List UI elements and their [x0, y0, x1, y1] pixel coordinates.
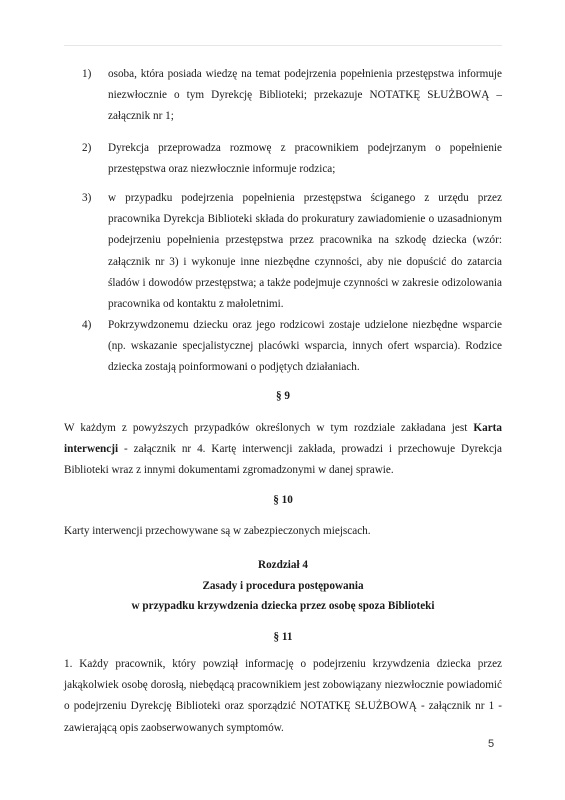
- section-9-text-after: - załącznik nr 4. Kartę interwencji zakłada, prowadzi i przechowuje Dyrekcja Biblioteki wraz z innymi dokumentami zgromadzonymi w danej sprawie.: [64, 443, 502, 477]
- section-9-text-before: W każdym z powyższych przypadków określonych w tym rozdziale zakładana jest: [64, 422, 474, 434]
- section-10-heading: § 10: [273, 494, 293, 506]
- list-item-2: [82, 138, 502, 180]
- list-number: 4): [82, 319, 92, 331]
- list-number: 2): [82, 142, 92, 154]
- section-9-heading: § 9: [276, 390, 290, 402]
- header-rule: [64, 45, 502, 46]
- list-text: Pokrzywdzonemu dziecku oraz jego rodzicowi zostaje udzielone niezbędne wsparcie (np. wskazanie specjalistycznej placówki wsparcia, innych ofert wsparcia). Rodzice dziecka zostają poinformowani o podjętych działaniach.: [108, 319, 502, 374]
- list-item-1: [82, 64, 502, 128]
- section-9-paragraph: [64, 418, 502, 482]
- list-item-4: [82, 315, 502, 379]
- section-9-bold: Karta interwencji: [64, 422, 502, 456]
- section-10-paragraph: Karty interwencji przechowywane są w zabezpieczonych miejscach.: [64, 525, 371, 537]
- chapter-4-scope: w przypadku krzywdzenia dziecka przez osobę spoza Biblioteki: [131, 600, 435, 612]
- page-number: 5: [488, 738, 495, 750]
- list-number: 1): [82, 68, 92, 80]
- list-item-3: [82, 188, 502, 315]
- section-11-paragraph: 1. Każdy pracownik, który powziął informację o podejrzeniu krzywdzenia dziecka przez jakąkolwiek osobę dorosłą, niebędącą pracownikiem jest zobowiązany niezwłocznie powiadomić o podejrzeniu Dyrekcję Biblioteki oraz sporządzić NOTATKĘ SŁUŻBOWĄ - załącznik nr 1 - zawierającą opis zaobserwowanych symptomów.: [64, 658, 502, 734]
- list-text: osoba, która posiada wiedzę na temat podejrzenia popełnienia przestępstwa informuje niezwłocznie o tym Dyrekcję Biblioteki; przekazuje NOTATKĘ SŁUŻBOWĄ – załącznik nr 1;: [108, 68, 502, 123]
- list-text: Dyrekcja przeprowadza rozmowę z pracownikiem podejrzanym o popełnienie przestępstwa oraz niezwłocznie informuje rodzica;: [108, 142, 502, 176]
- chapter-4-title: Rozdział 4: [257, 559, 309, 571]
- chapter-4-subtitle: Zasady i procedura postępowania: [202, 580, 364, 592]
- list-number: 3): [82, 192, 92, 204]
- section-11-heading: § 11: [273, 631, 293, 643]
- list-text: w przypadku podejrzenia popełnienia przestępstwa ściganego z urzędu przez pracownika Dyrekcja Biblioteki składa do prokuratury zawiadomienie o uzasadnionym podejrzeniu popełnienia przestępstwa przez pracownika na szkodę dziecka (wzór: załącznik nr 3) i wykonuje inne niezbędne czynności, aby nie dopuścić do zatarcia śladów i dowodów przestępstwa; a także podejmuje czynności w zakresie odizolowania pracownika od kontaktu z małoletnimi.: [108, 192, 502, 311]
